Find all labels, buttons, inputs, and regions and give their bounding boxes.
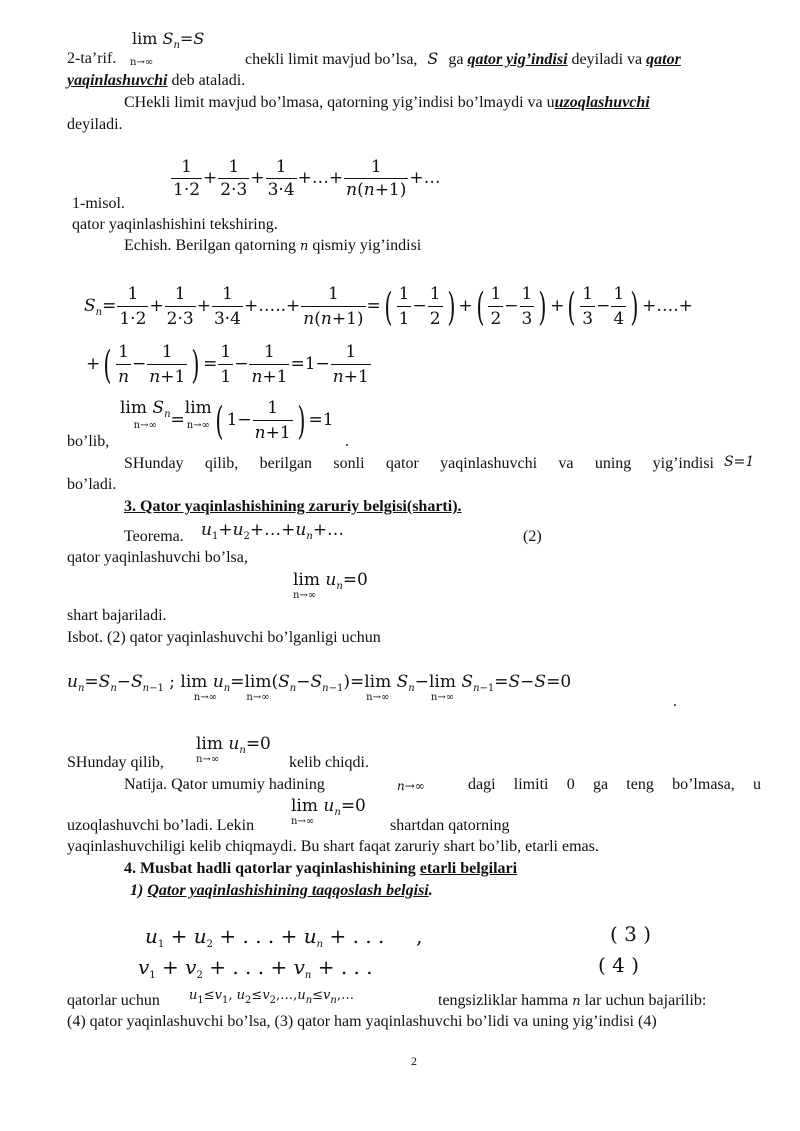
period-2: .: [673, 693, 677, 710]
theorem-series: $u_1+u_2+\dots+u_n+\dots$: [201, 520, 345, 542]
proof-formula: $u_n=S_n-S_{n-1}$ ; $\lim u_n$ n→∞ =lim n→∞ $(S_n-S_{n-1})=\lim$ n→∞ $S_n-\lim$ n→∞ $S_{n-1}=S-S=0$: [67, 672, 572, 703]
definition-text-2: yaqinlashuvchi deb ataladi.: [67, 72, 246, 89]
example-task: qator yaqinlashishini tekshiring.: [72, 216, 278, 233]
divergence-text-2: deyiladi.: [67, 116, 123, 133]
term-series-sum: qator yig’indisi: [467, 51, 568, 68]
necessary-condition-formula: $\lim u_n=0$ n→∞: [293, 570, 368, 601]
example-label: 1-misol.: [72, 195, 125, 212]
limit-result-formula: $\lim S_n$ n→∞ =lim n→∞ ( 1− $\frac{1}{n+1}$ ) =1: [120, 398, 334, 443]
comparison-text: qatorlar uchun: [67, 992, 160, 1009]
result-text-4: shartdan qatorning: [390, 817, 510, 834]
holds-text: shart bajariladi.: [67, 607, 167, 624]
result-text-5: yaqinlashuvchiligi kelib chiqmaydi. Bu shart faqat zaruriy shart bo’lib, etarli emas.: [67, 838, 599, 855]
result-text-3: uzoqlashuvchi bo’ladi. Lekin: [67, 817, 255, 834]
section-4-heading: 4. Musbat hadli qatorlar yaqinlashishining etarli belgilari: [124, 860, 518, 877]
definition-text: chekli limit mavjud bo’lsa, S ga qator yig’indisi deyiladi va qator: [245, 49, 681, 68]
sum-value: S=1: [724, 454, 755, 470]
theorem-label: Teorema.: [124, 528, 184, 545]
limit-formula: $\lim S_n=S$: [132, 29, 205, 51]
limit-subscript: n→∞: [130, 57, 154, 68]
partial-sum-formula: $S_n=$ $\frac{1}{1\cdot 2}$ + $\frac{1}{2\cdot 3}$ + $\frac{1}{3\cdot 4}$ +…..+ $\frac{1}{n(n+1)}$ =( $\frac{1}{1}$ − $\frac{1}{2}$ ) +( $\frac{1}{2}$ − $\frac{1}{3}$ ) +( $\frac{1}{3}$ − $\frac{1}{4}$ ) +….+: [84, 284, 693, 329]
equation-number-2: (2): [523, 528, 542, 545]
divergence-text: CHekli limit mavjud bo’lmasa, qatorning yig’indisi bo’lmaydi va uuzoqlashuvchi: [124, 94, 650, 111]
proof-text: Isbot. (2) qator yaqinlashuvchi bo’lganligi uchun: [67, 629, 381, 646]
series-formula: $\frac{1}{1\cdot 2}$ + $\frac{1}{2\cdot 3}$ + $\frac{1}{3\cdot 4}$ +…+ $\frac{1}{n(n+1)}$ +…: [173, 157, 441, 200]
limit-zero-formula-2: $\lim u_n=0$ n→∞: [291, 796, 366, 827]
equation-number-4: ( 4 ): [598, 953, 640, 977]
term-convergent: yaqinlashuvchi: [67, 72, 168, 89]
page-number: 2: [411, 1054, 417, 1068]
conclude-text: SHunday qilib,: [67, 754, 164, 771]
comparison-text-3: (4) qator yaqinlashuvchi bo’lsa, (3) qator ham yaqinlashuvchi bo’lidi va uning yig’indisi (4): [67, 1013, 657, 1030]
limit-zero-formula: $\lim u_n=0$ n→∞: [196, 734, 271, 765]
result-text: Natija. Qator umumiy hadining: [124, 776, 325, 793]
conclusion-text: SHunday qilib, berilgan sonli qator yaqinlashuvchi va uning yig’indisi: [124, 455, 714, 472]
theorem-condition: qator yaqinlashuvchi bo’lsa,: [67, 549, 248, 566]
n-to-infinity: n→∞: [397, 779, 425, 793]
section-3-heading: 3. Qator yaqinlashishining zaruriy belgisi(sharti).: [124, 498, 462, 515]
equation-number-3: ( 3 ): [610, 922, 652, 946]
subsection-heading: 1) Qator yaqinlashishining taqqoslash belgisi.: [130, 882, 433, 899]
series-4-formula: $v_1 + v_2$ + . . . + $v_n$ + . . .: [138, 955, 373, 981]
conclude-text-2: kelib chiqdi.: [289, 754, 369, 771]
comparison-text-2: tengsizliklar hamma n lar uchun bajarilib:: [438, 992, 707, 1009]
partial-sum-formula-2: +( $\frac{1}{n}$ − $\frac{1}{n+1}$ ) = $\frac{1}{1}$ − $\frac{1}{n+1}$ =1− $\frac{1}{n+1}$: [86, 342, 369, 387]
inequalities-formula: $u_1\le v_1$, $u_2\le v_2,\dots,u_n\le v_n,\dots$: [189, 988, 354, 1006]
definition-label: 2-ta’rif.: [67, 50, 117, 67]
period: .: [345, 433, 349, 450]
bolib-text: bo’lib,: [67, 433, 110, 450]
solution-intro: Echish. Berilgan qatorning n qismiy yig’indisi: [124, 237, 422, 254]
conclusion-text-2: bo’ladi.: [67, 476, 117, 493]
result-text-2: dagi limiti 0 ga teng bo’lmasa, u: [468, 776, 761, 793]
series-3-formula: $u_1 + u_2$ + . . . + $u_n$ + . . . ,: [145, 924, 423, 950]
term-divergent: uzoqlashuvchi: [554, 94, 650, 111]
